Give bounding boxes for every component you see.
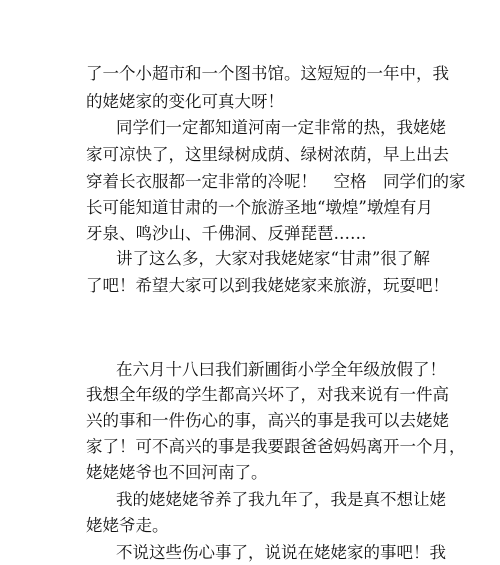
text-line: 姥姥爷走。	[86, 516, 169, 535]
text-line: 了一个小超市和一个图书馆。这短短的一年中，我	[86, 64, 449, 83]
text-line: 长可能知道甘肃的一个旅游圣地“墩煌”墩煌有月	[86, 198, 433, 217]
text-line: 了吧！希望大家可以到我姥姥家来旅游，玩耍吧！	[86, 276, 449, 295]
paragraph-start-line: 同学们一定都知道河南一定非常的热，我姥姥	[116, 118, 446, 137]
text-line: 我想全年级的学生都高兴坏了，对我来说有一件高	[86, 385, 449, 404]
text-line: 兴的事和一件伤心的事，高兴的事是我可以去姥姥	[86, 411, 449, 430]
text-line: 家了！可不高兴的事是我要跟爸爸妈妈离开一个月，	[86, 437, 466, 456]
paragraph-start-line: 我的姥姥姥爷养了我九年了，我是真不想让姥	[116, 490, 446, 509]
text-line: 牙泉、鸣沙山、千佛洞、反弹琵琶……	[86, 224, 367, 243]
text-line: 姥姥姥爷也不回河南了。	[86, 463, 268, 482]
text-line: 家可凉快了，这里绿树成荫、绿树浓荫，早上出去	[86, 145, 449, 164]
text-line: 的姥姥家的变化可真大呀！	[86, 92, 284, 111]
text-line: 穿着长衣服都一定非常的冷呢！ 空格 同学们的家	[86, 172, 466, 191]
paragraph-start-line: 讲了这么多，大家对我姥姥家“甘肃”很了解	[116, 249, 430, 268]
paragraph-start-line: 不说这些伤心事了，说说在姥姥家的事吧！我	[116, 543, 446, 562]
paragraph-start-line: 在六月十八曰我们新圃街小学全年级放假了！	[116, 360, 446, 379]
